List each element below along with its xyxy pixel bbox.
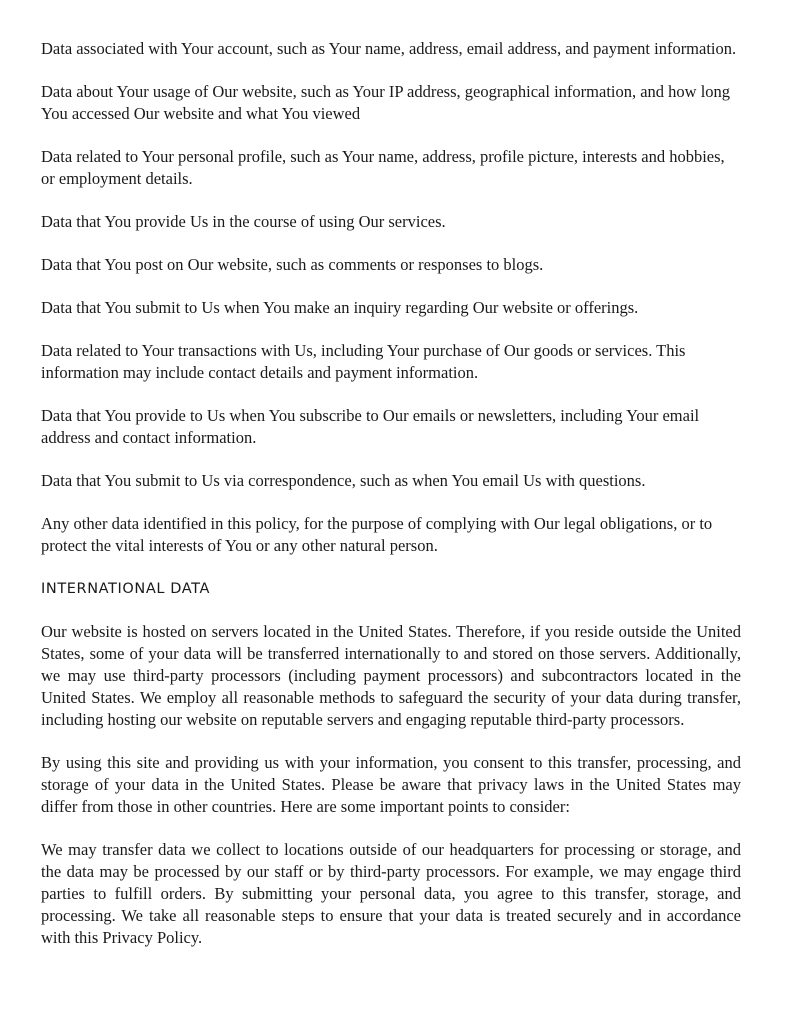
data-item-other: Any other data identified in this policy, for the purpose of complying with Our legal obligations, or to protect the vital interests of You or any other natural person. — [41, 514, 713, 555]
data-item-inquiry: Data that You submit to Us when You make an inquiry regarding Our website or offerings. — [41, 298, 639, 317]
data-item-posts: Data that You post on Our website, such as comments or responses to blogs. — [41, 255, 544, 274]
data-item-newsletter: Data that You provide to Us when You subscribe to Our emails or newsletters, including Your email address and contact information. — [41, 406, 700, 447]
policy-document — [41, 38, 741, 970]
data-item-transactions: Data related to Your transactions with Us, including Your purchase of Our goods or services. This information may include contact details and payment information. — [41, 341, 686, 382]
data-item-correspondence: Data that You submit to Us via correspondence, such as when You email Us with questions. — [41, 471, 646, 490]
section-heading-international-data: INTERNATIONAL DATA — [41, 581, 211, 597]
data-item-services: Data that You provide Us in the course of using Our services. — [41, 212, 446, 231]
international-paragraph-consent: By using this site and providing us with your information, you consent to this transfer, processing, and storage of your data in the United States. Please be aware that privacy laws in the United States may differ from those in other countries. Here are some important points to consider: — [41, 753, 741, 816]
international-paragraph-hosting: Our website is hosted on servers located in the United States. Therefore, if you reside outside the United States, some of your data will be transferred internationally to and stored on those servers. Additionally, we may use third-party processors (including payment processors) and subcontractors located in the United States. We employ all reasonable methods to safeguard the security of your data during transfer, including hosting our website on reputable servers and engaging reputable third-party processors. — [41, 622, 741, 729]
international-paragraph-transfer: We may transfer data we collect to locations outside of our headquarters for processing or storage, and the data may be processed by our staff or by third-party processors. For example, we may engage third parties to fulfill orders. By submitting your personal data, you agree to this transfer, storage, and processing. We take all reasonable steps to ensure that your data is treated securely and in accordance with this Privacy Policy. — [41, 840, 741, 947]
data-item-account: Data associated with Your account, such as Your name, address, email address, and payment information. — [41, 39, 737, 58]
data-item-profile: Data related to Your personal profile, such as Your name, address, profile picture, interests and hobbies, or employment details. — [41, 147, 725, 188]
data-item-usage: Data about Your usage of Our website, such as Your IP address, geographical information, and how long You accessed Our website and what You viewed — [41, 82, 731, 123]
